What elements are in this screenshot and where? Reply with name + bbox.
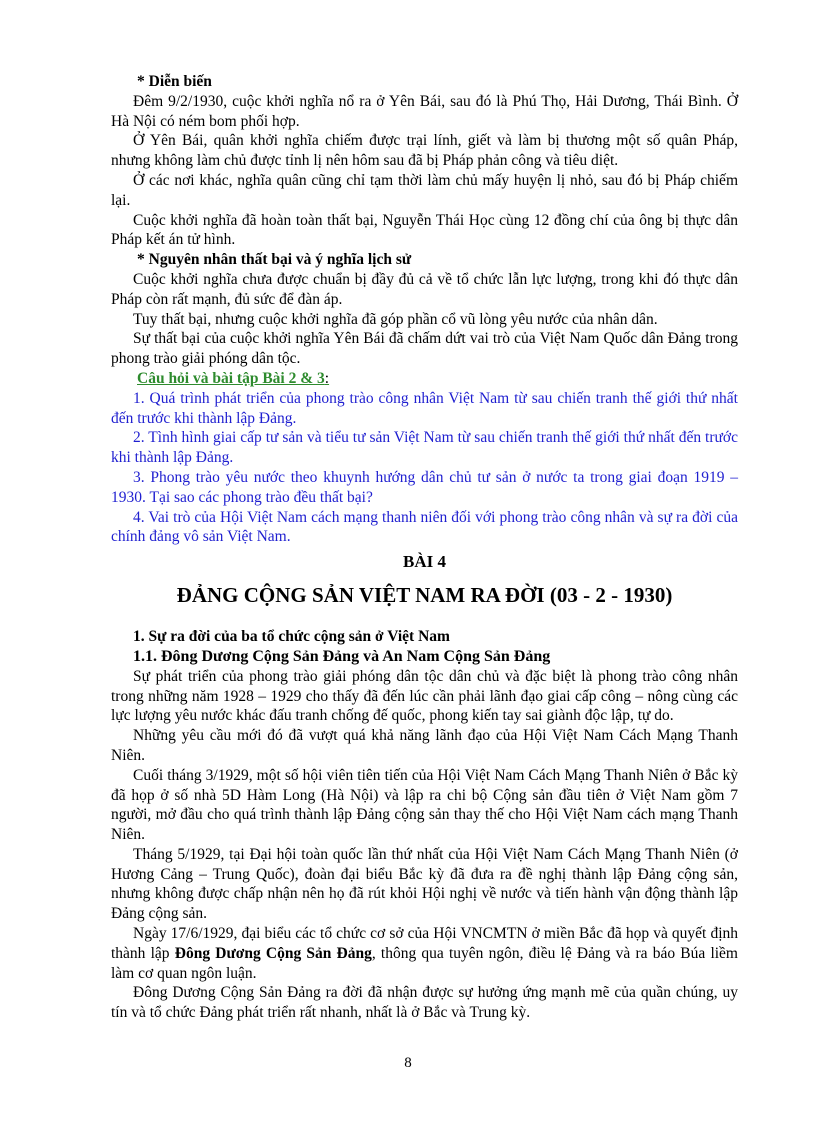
paragraph: Đông Dương Cộng Sản Đảng ra đời đã nhận được sự hưởng ứng mạnh mẽ của quần chúng, uy tín và tổ chức Đảng phát triển rất nhanh, nhất là ở Bắc và Trung kỳ. [111,984,738,1022]
paragraph-text: , thông qua tuyên ngôn, điều lệ Đảng và ra báo Búa liềm làm cơ quan ngôn luận. [111,944,738,982]
dien-bien-heading: * Diễn biến [137,73,212,90]
question-item: 2. Tình hình giai cấp tư sản và tiểu tư sản Việt Nam từ sau chiến tranh thế giới thứ nhất đến trước khi thành lập Đảng. [111,429,738,467]
section-heading: 1. Sự ra đời của ba tổ chức cộng sản ở Việt Nam [133,628,450,646]
document-page [111,72,738,1023]
paragraph: Tháng 5/1929, tại Đại hội toàn quốc lần thứ nhất của Hội Việt Nam Cách Mạng Thanh Niên (ở Hương Cảng – Trung Quốc), đoàn đại biểu Bắc kỳ đã đưa ra đề nghị thành lập Đảng cộng sản, nhưng không được chấp nhận nên họ đã rút khỏi Hội nghị về nước và tiến hành vận động thành lập Đảng cộng sản. [111,845,738,923]
paragraph: Đêm 9/2/1930, cuộc khởi nghĩa nổ ra ở Yên Bái, sau đó là Phú Thọ, Hải Dương, Thái Bình. Ở Hà Nội có ném bom phối hợp. [111,92,738,130]
nguyen-nhan-heading: * Nguyên nhân thất bại và ý nghĩa lịch sử [137,251,412,269]
questions-title: Câu hỏi và bài tập Bài 2 & 3 [137,369,325,387]
lesson-title: ĐẢNG CỘNG SẢN VIỆT NAM RA ĐỜI (03 - 2 - 1930) [176,583,673,608]
paragraph: Cuộc khởi nghĩa chưa được chuẩn bị đầy đủ cả về tổ chức lẫn lực lượng, trong khi đó thực dân Pháp còn rất mạnh, đủ sức để đàn áp. [111,270,738,308]
paragraph: Cuối tháng 3/1929, một số hội viên tiên tiến của Hội Việt Nam Cách Mạng Thanh Niên ở Bắc kỳ đã họp ở số nhà 5D Hàm Long (Hà Nội) và lập ra chi bộ Cộng sản đầu tiên ở Việt Nam gồm 7 người, mở đầu cho quá trình thành lập Đảng cộng sản thay thế cho Hội Việt Nam cách mạng Thanh Niên. [111,766,738,844]
party-name-bold: Đông Dương Cộng Sản Đảng [174,944,372,962]
paragraph: Sự thất bại của cuộc khởi nghĩa Yên Bái đã chấm dứt vai trò của Việt Nam Quốc dân Đảng trong phong trào giải phóng dân tộc. [111,330,738,368]
question-item: 4. Vai trò của Hội Việt Nam cách mạng thanh niên đối với phong trào công nhân và sự ra đời của chính đảng vô sản Việt Nam. [111,508,738,546]
questions-colon: : [324,369,330,387]
paragraph-text: Ngày 17/6/1929, đại biểu các tổ chức cơ sở của Hội VNCMTN ở miền Bắc đã họp và quyết định thành lập [111,925,738,962]
paragraph: Những yêu cầu mới đó đã vượt quá khả năng lãnh đạo của Hội Việt Nam Cách Mạng Thanh Niên. [111,727,738,764]
question-item: 3. Phong trào yêu nước theo khuynh hướng dân chủ tư sản ở nước ta trong giai đoạn 1919 – 1930. Tại sao các phong trào đều thất bại? [111,468,738,506]
paragraph: Sự phát triển của phong trào giải phóng dân tộc dân chủ và đặc biệt là phong trào công nhân trong những năm 1928 – 1929 cho thấy đã đến lúc cần phải lãnh đạo giai cấp công – nông cùng các lực lượng yêu nước khác đấu tranh chống đế quốc, phong kiến tay sai giành độc lập, tự do. [111,667,738,725]
question-item: 1. Quá trình phát triển của phong trào công nhân Việt Nam từ sau chiến tranh thế giới thứ nhất đến trước khi thành lập Đảng. [111,389,738,427]
subsection-heading: 1.1. Đông Dương Cộng Sản Đảng và An Nam Cộng Sản Đảng [133,647,551,665]
paragraph: Ở Yên Bái, quân khởi nghĩa chiếm được trại lính, giết và làm bị thương một số quân Pháp, nhưng không làm chủ được tỉnh lị nên hôm sau đã bị Pháp phản công và tiêu diệt. [111,132,738,170]
paragraph: Ở các nơi khác, nghĩa quân cũng chỉ tạm thời làm chủ mấy huyện lị nhỏ, sau đó bị Pháp chiếm lại. [111,171,738,209]
questions-heading [111,369,738,389]
paragraph: Cuộc khởi nghĩa đã hoàn toàn thất bại, Nguyễn Thái Học cùng 12 đồng chí của ông bị thực dân Pháp kết án tử hình. [111,211,738,249]
page-number: 8 [404,1055,412,1071]
paragraph [111,924,738,983]
paragraph: Tuy thất bại, nhưng cuộc khởi nghĩa đã góp phần cổ vũ lòng yêu nước của nhân dân. [133,310,658,328]
lesson-number: BÀI 4 [403,552,446,572]
